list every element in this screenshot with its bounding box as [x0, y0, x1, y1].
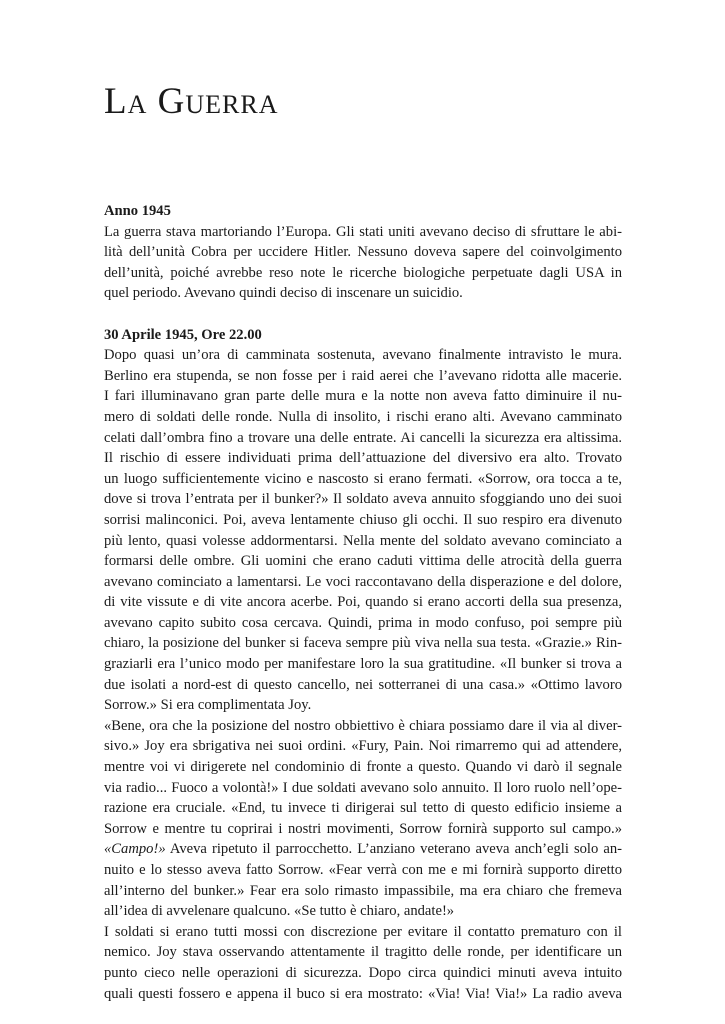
text-line: avevano capito subito cosa cercava. Quindi, prima in modo confuso, poi sempre più	[104, 614, 622, 631]
text-line: dove si trova l’entrata per il bunker?» Il soldato aveva annuito sfoggiando uno dei suoi	[104, 491, 622, 508]
text-line: sivo.» Joy era sbrigativa nei suoi ordini. «Fury, Pain. Noi rimarremo qui ad attendere,	[104, 738, 622, 755]
italic-quote: «Campo!»	[104, 841, 166, 858]
chapter-title: La Guerra	[104, 81, 279, 122]
text-line: La guerra stava martoriando l’Europa. Gli stati uniti avevano deciso di sfruttare le abi-	[104, 223, 622, 240]
text-line: punto cieco nelle operazioni di sicurezza. Dopo circa quindici minuti aveva intuito	[104, 964, 622, 981]
text-line: nemico. Joy stava osservando attentamente il tragitto delle ronde, per identificare un	[104, 944, 622, 961]
text-line: razione era cruciale. «End, tu invece ti dirigerai sul tetto di questo edificio insieme a	[104, 800, 622, 817]
paragraph-anno	[104, 222, 622, 304]
text-line: celati dall’ombra fino a trovare una delle entrate. Ai cancelli la sicurezza era altissima.	[104, 429, 622, 446]
text-line: avevano cominciato a lamentarsi. Le voci raccontavano della disperazione e del dolore,	[104, 573, 622, 590]
text-line: lità dell’unità Cobra per uccidere Hitler. Nessuno doveva sapere del coinvolgimento	[104, 244, 622, 261]
text-line: nuito e lo stesso aveva fatto Sorrow. «Fear verrà con me e mi fornirà supporto diretto	[104, 862, 622, 878]
paragraph-arrival	[104, 345, 622, 716]
text-line: «Bene, ora che la posizione del nostro obbiettivo è chiara possiamo dare il via al diver-	[104, 717, 622, 734]
text-line: dell’unità, poiché avrebbe reso note le ricerche biologiche perpetuate dagli USA in	[104, 264, 622, 281]
text-line: due isolati a nord-est di questo cancello, nei sotterranei di una casa.» «Ottimo lavoro	[104, 676, 622, 693]
text-line: Sorrow.» Si era complimentata Joy.	[104, 697, 312, 714]
text-line: via radio... Fuoco a volontà!» I due soldati avevano solo annuito. Il loro ruolo nell’ope-	[104, 779, 622, 796]
text-line: sorrisi malinconici. Poi, aveva lentamente chiuso gli occhi. Il suo respiro era divenuto	[104, 511, 622, 528]
text-line-campo	[104, 839, 622, 860]
page-body	[104, 201, 622, 1004]
section-heading-date: 30 Aprile 1945, Ore 22.00	[104, 326, 262, 343]
paragraph-orders-end	[104, 860, 622, 922]
text-line: Il rischio di essere individuati prima dell’attuazione del diversivo era alto. Trovato	[104, 450, 622, 467]
text-line: di vite vissute e di vite ancora acerbe. Poi, quando si erano accorti della sua presenza,	[104, 594, 622, 611]
text-line: Dopo quasi un’ora di camminata sostenuta, avevano finalmente intravisto le mura.	[104, 347, 622, 364]
text-line: all’interno del bunker.» Fear era solo rimasto impassibile, ma era chiaro che fremeva	[104, 882, 622, 899]
text-line: I fari illuminavano gran parte delle mura e la notte non aveva fatto diminuire il nu-	[104, 388, 622, 405]
section-spacer	[104, 304, 622, 325]
text-line: chiaro, la posizione del bunker si faceva sempre più viva nella sua testa. «Grazie.» Rin-	[104, 635, 622, 652]
paragraph-infiltration	[104, 922, 622, 1004]
text-line: formarsi delle ombre. Gli uomini che erano caduti vittima delle atrocità della guerra	[104, 553, 622, 570]
text-line: all’idea di avvelenare qualcuno. «Se tutto è chiaro, andate!»	[104, 903, 455, 920]
text-line: mero di soldati delle ronde. Nulla di insolito, i rischi erano alti. Avevano camminato	[104, 408, 622, 425]
text-line: più lento, quasi volesse addormentarsi. Nella mente del soldato avevano cominciato a	[104, 532, 622, 549]
text-line: I soldati si erano tutti mossi con discrezione per evitare il contatto prematuro con il	[104, 923, 622, 940]
text-fragment: Aveva ripetuto il parrocchetto. L’anziano veterano aveva anch’egli solo an-	[165, 841, 622, 858]
text-line: Berlino era stupenda, se non fosse per i raid aerei che l’avevano ridotta alle macerie.	[104, 367, 622, 384]
paragraph-orders	[104, 716, 622, 840]
text-line: graziarli era l’unico modo per manifestare loro la sua gratitudine. «Il bunker si trova a	[104, 656, 622, 673]
text-line: mentre voi vi dirigerete nel condominio di fronte a questo. Quando vi darò il segnale	[104, 759, 622, 776]
text-line: un luogo sufficientemente vicino e nascosto si erano fermati. «Sorrow, ora tocca a te,	[104, 470, 622, 487]
text-line: quel periodo. Avevano quindi deciso di inscenare un suicidio.	[104, 285, 463, 302]
text-line: Sorrow e mentre tu coprirai i nostri movimenti, Sorrow fornirà supporto sul campo.»	[104, 820, 622, 837]
text-line: quali questi fossero e appena il buco si era mostrato: «Via! Via! Via!» La radio aveva	[104, 985, 622, 1002]
section-heading-anno: Anno 1945	[104, 203, 171, 219]
